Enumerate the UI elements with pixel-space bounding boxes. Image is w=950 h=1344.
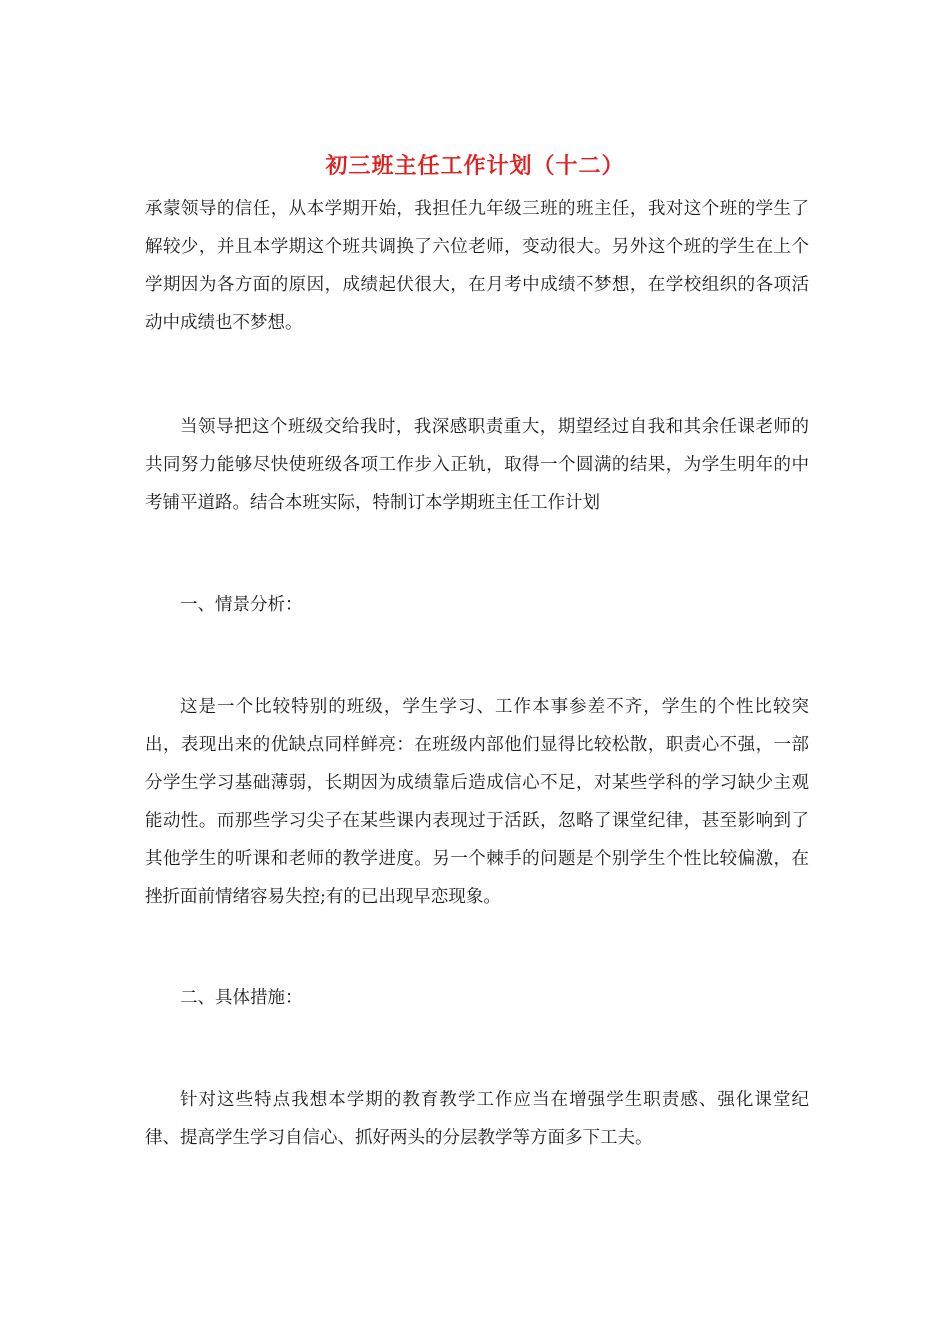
paragraph-specific-measures: 针对这些特点我想本学期的教育教学工作应当在增强学生职责感、强化课堂纪律、提高学生学习自信心、抓好两头的分层教学等方面多下工夫。 bbox=[145, 1090, 809, 1148]
paragraph-intro: 承蒙领导的信任，从本学期开始，我担任九年级三班的班主任，我对这个班的学生了解较少，并且本学期这个班共调换了六位老师，变动很大。另外这个班的学生在上个学期因为各方面的原因，成绩起伏很大，在月考中成绩不梦想，在学校组织的各项活动中成绩也不梦想。 bbox=[145, 199, 809, 333]
section-heading-situation-analysis: 一、情景分析： bbox=[180, 595, 303, 615]
section-heading-specific-measures: 二、具体措施： bbox=[180, 988, 303, 1008]
paragraph-situation-analysis: 这是一个比较特别的班级，学生学习、工作本事参差不齐，学生的个性比较突出，表现出来的优缺点同样鲜亮：在班级内部他们显得比较松散，职责心不强，一部分学生学习基础薄弱，长期因为成绩靠后造成信心不足，对某些学科的学习缺少主观能动性。而那些学习尖子在某些课内表现过于活跃，忽略了课堂纪律，甚至影响到了其他学生的听课和老师的教学进度。另一个棘手的问题是个别学生个性比较偏激，在挫折面前情绪容易失控;有的已出现早恋现象。 bbox=[145, 697, 809, 907]
paragraph-responsibility: 当领导把这个班级交给我时，我深感职责重大，期望经过自我和其余任课老师的共同努力能够尽快使班级各项工作步入正轨，取得一个圆满的结果，为学生明年的中考铺平道路。结合本班实际，特制订本学期班主任工作计划 bbox=[145, 417, 809, 513]
document-title: 初三班主任工作计划（十二） bbox=[325, 153, 625, 179]
